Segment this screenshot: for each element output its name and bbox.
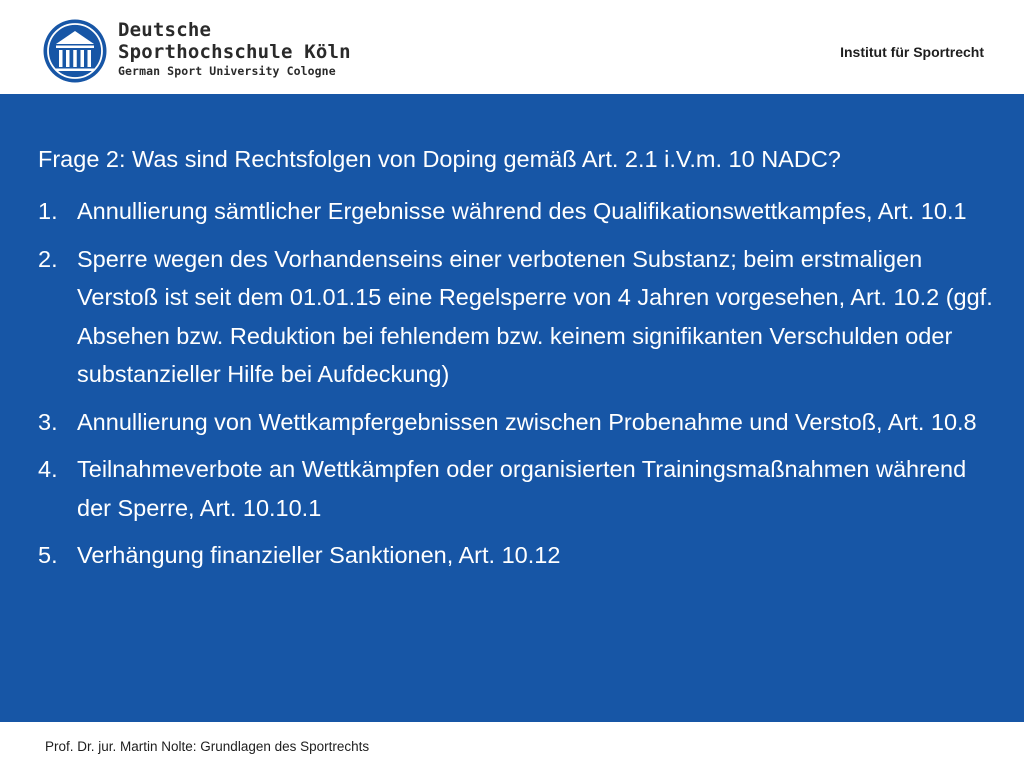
slide-header (0, 0, 1024, 94)
list-item-text: Annullierung von Wettkampfergebnissen zwischen Probenahme und Verstoß, Art. 10.8 (77, 408, 977, 435)
list-item-number: 4. (38, 456, 58, 482)
university-logo-text (118, 19, 351, 80)
footer-author: Prof. Dr. jur. Martin Nolte: Grundlagen des Sportrechts (45, 739, 370, 754)
list-item-text: Verhängung finanzieller Sanktionen, Art. 10.12 (77, 542, 561, 568)
list-item (38, 450, 998, 527)
question-heading: Frage 2: Was sind Rechtsfolgen von Doping gemäß Art. 2.1 i.V.m. 10 NADC? (38, 146, 841, 172)
list-item-number: 1. (38, 198, 58, 224)
slide-content (0, 94, 1024, 722)
institute-label: Institut für Sportrecht (840, 44, 984, 60)
list-item-text: Annullierung sämtlicher Ergebnisse während des Qualifikationswettkampfes, Art. 10.1 (77, 198, 967, 224)
list-item-text: Sperre wegen des Vorhandenseins einer verbotenen Substanz; beim erstmaligen Verstoß ist seit dem 01.01.15 eine Regelsperre von 4 Jahren vorgesehen, Art. 10.2 (ggf. Absehen bzw. Reduktion bei fehlendem bzw. keinem signifikanten Verschulden oder substanzieller Hilfe bei Aufdeckung) (77, 245, 993, 387)
list-item-number: 2. (38, 245, 58, 272)
university-building-icon (42, 18, 108, 84)
list-item (38, 536, 998, 575)
list-item (38, 240, 998, 394)
list-item (38, 403, 998, 442)
logo-name-line1: Deutsche (118, 19, 212, 41)
list-item-number: 5. (38, 542, 58, 568)
slide-footer (0, 722, 1024, 768)
logo-name-english: German Sport University Cologne (118, 64, 336, 78)
list-item-text: Teilnahmeverbote an Wettkämpfen oder organisierten Trainingsmaßnahmen während der Sperre, Art. 10.10.1 (77, 456, 967, 521)
logo-name-line2: Sporthochschule Köln (118, 41, 351, 63)
list-item (38, 192, 998, 231)
list-item-number: 3. (38, 408, 58, 435)
consequences-list (38, 192, 998, 584)
